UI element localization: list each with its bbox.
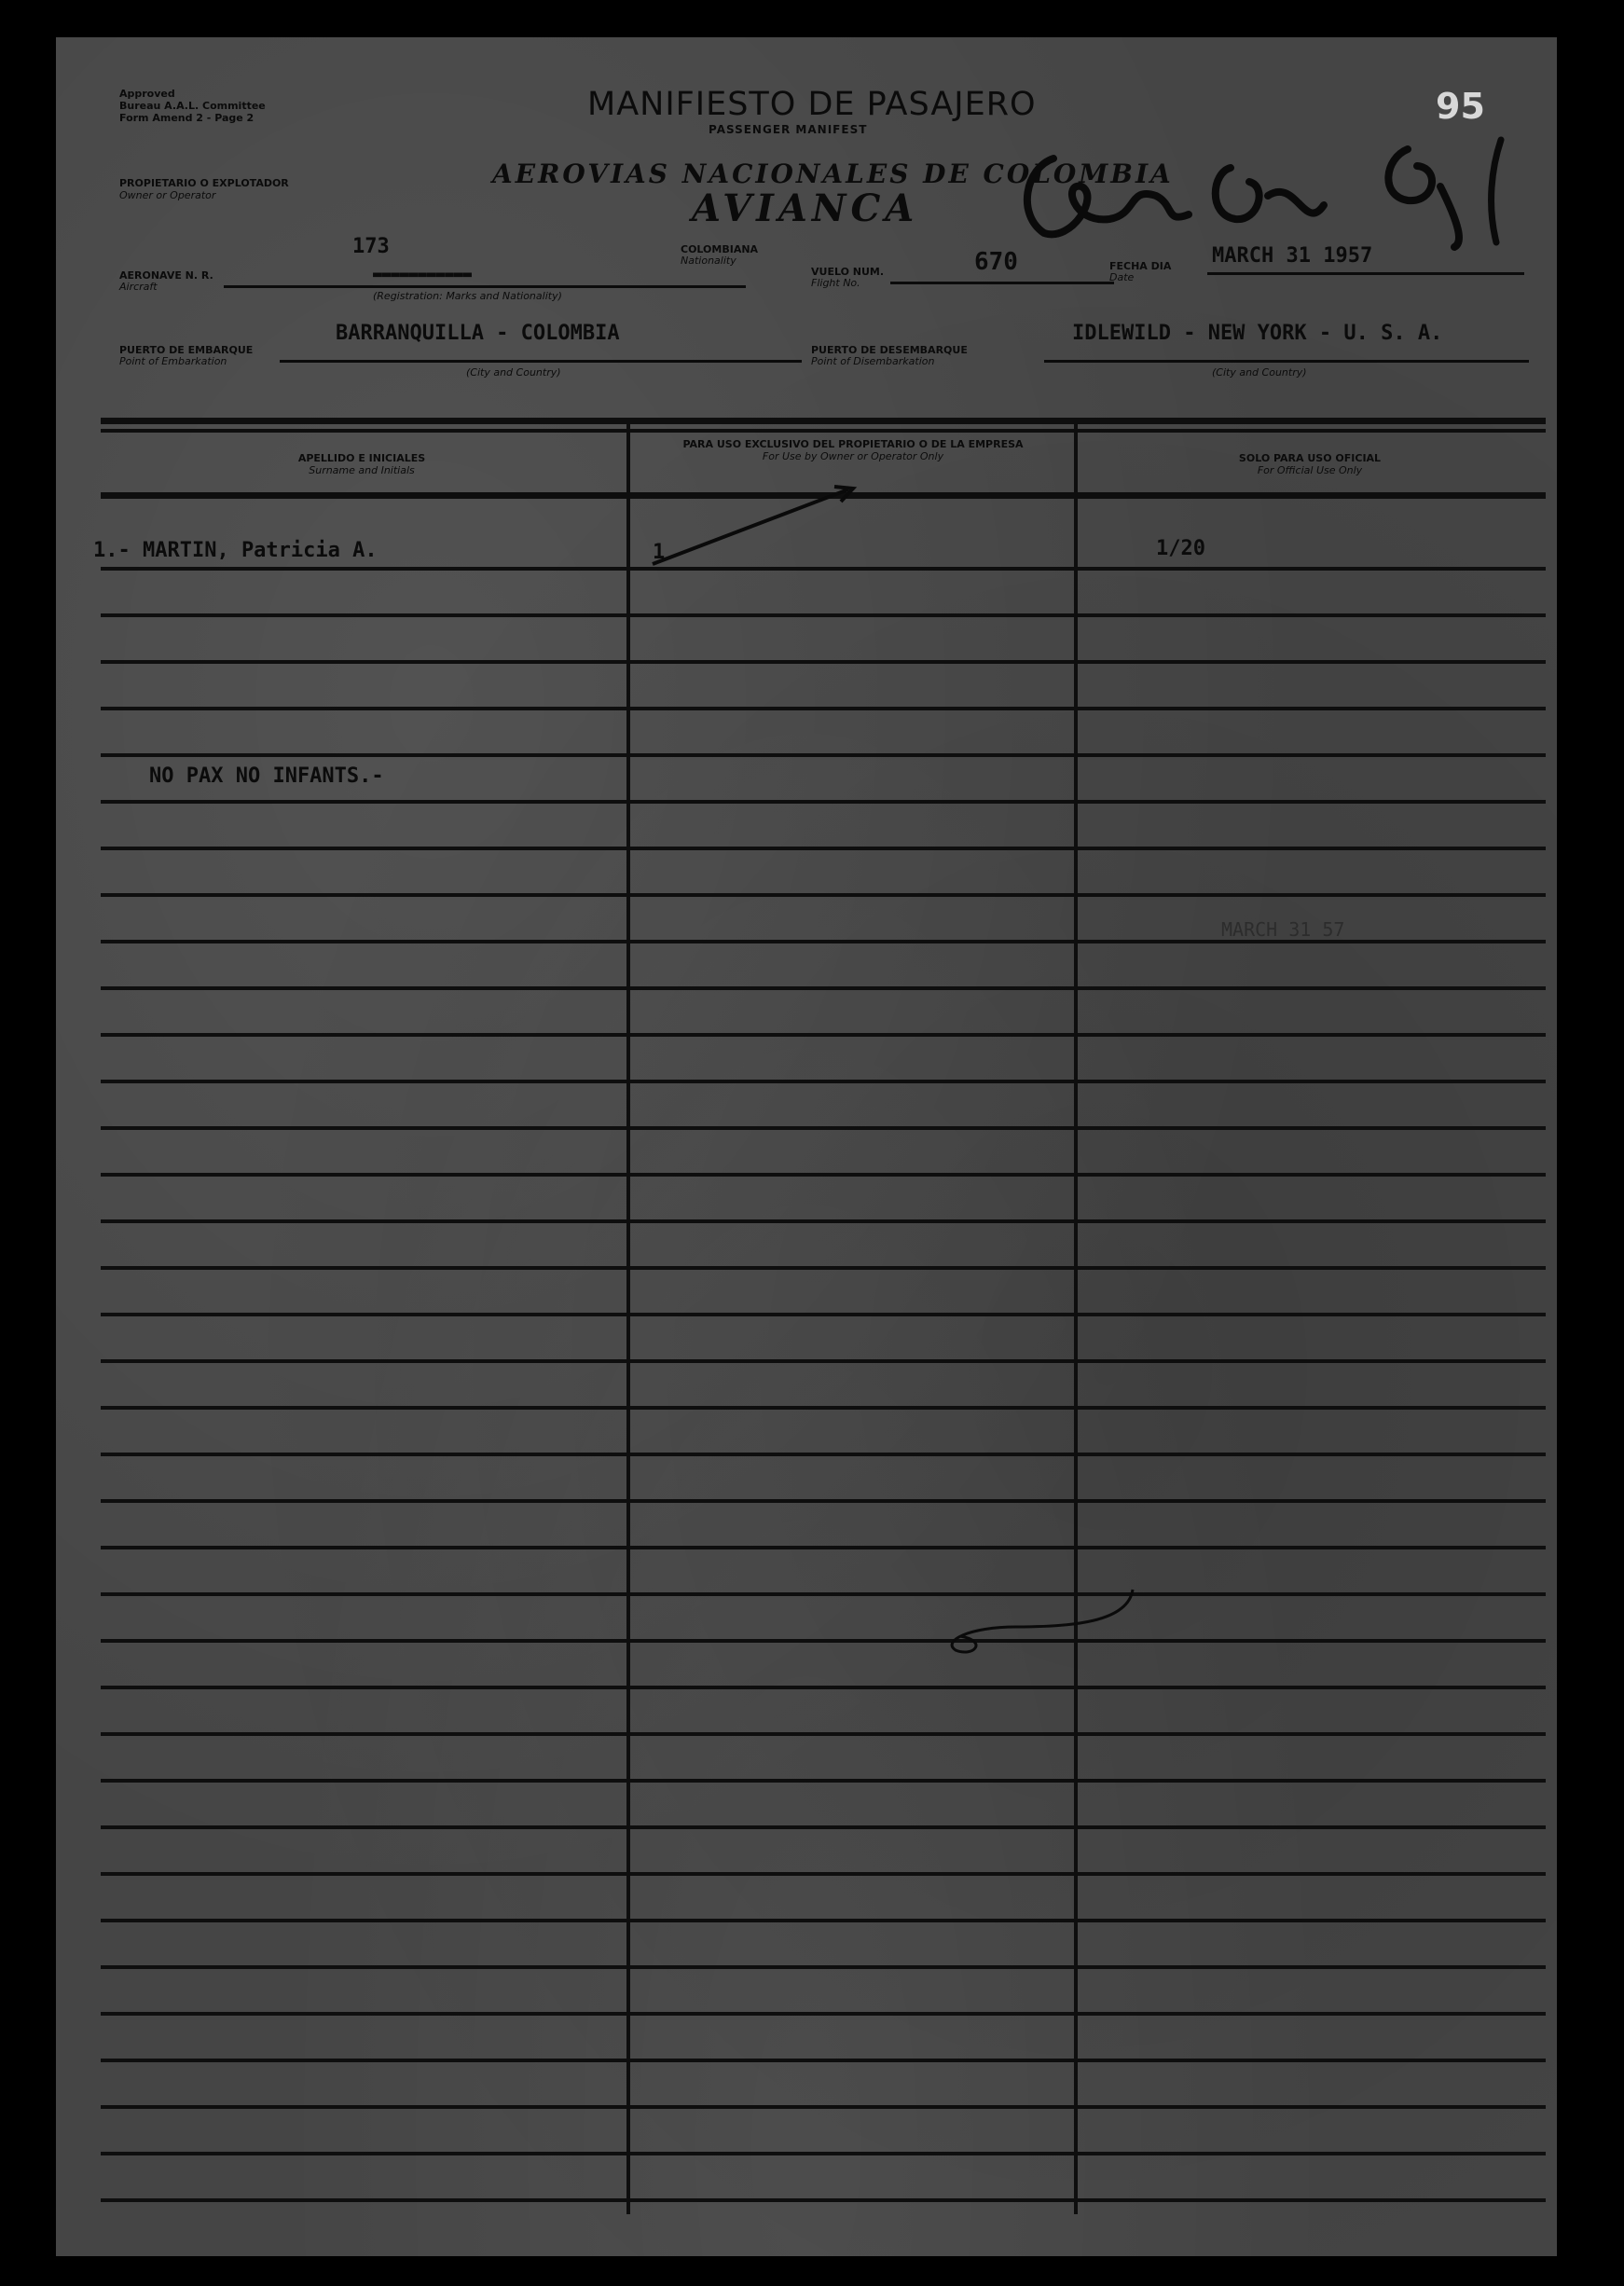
column-header-official-es: SOLO PARA USO OFICIAL (1238, 452, 1382, 464)
table-row-rule (101, 893, 1546, 897)
nationality-label: Nationality (681, 255, 736, 267)
disembark-underline (1044, 360, 1529, 363)
disembark-label (811, 345, 968, 367)
owner-use-mark: 1 (653, 541, 666, 564)
table-row-rule (101, 1266, 1546, 1270)
note-text: NO PAX NO INFANTS.- (149, 764, 384, 788)
flight-underline (890, 282, 1114, 284)
column-header-name-es: APELLIDO E INICIALES (297, 452, 426, 464)
table-row-rule (101, 1033, 1546, 1037)
table-row-rule (101, 707, 1546, 710)
embark-label-es: PUERTO DE EMBARQUE (119, 344, 254, 356)
embark-underline (280, 360, 802, 363)
table-row-rule (101, 1686, 1546, 1689)
table-row-rule (101, 2059, 1546, 2062)
table-row-rule (101, 986, 1546, 990)
approval-line: Bureau A.A.L. Committee (119, 100, 266, 112)
nationality-block (681, 244, 758, 267)
manifest-subtitle: PASSENGER MANIFEST (709, 123, 868, 136)
table-row-rule (101, 1825, 1546, 1829)
table-row-rule (101, 1779, 1546, 1783)
table-row-rule (101, 567, 1546, 571)
arrow-mark (643, 475, 867, 578)
hook-scribble (932, 1585, 1147, 1659)
table-row-rule (101, 1499, 1546, 1503)
column-header-owner-es: PARA USO EXCLUSIVO DEL PROPIETARIO O DE LA EMPRESA (682, 438, 1024, 450)
flight-label-es: VUELO NUM. (811, 266, 885, 278)
table-row-rule (101, 1592, 1546, 1596)
table-row-rule (101, 1919, 1546, 1922)
table-row-rule (101, 2012, 1546, 2016)
embark-value: BARRANQUILLA - COLOMBIA (336, 322, 620, 345)
disembark-value: IDLEWILD - NEW YORK - U. S. A. (1072, 322, 1443, 345)
table-row-rule (101, 1406, 1546, 1410)
manifest-title: MANIFIESTO DE PASAJERO (587, 86, 1037, 123)
table-row-rule (101, 847, 1546, 850)
proprietor-label-en: Owner or Operator (119, 189, 216, 201)
embark-label (119, 345, 253, 367)
approval-line: Form Amend 2 - Page 2 (119, 112, 255, 124)
table-row-rule (101, 613, 1546, 617)
registration-typed: ▬▬▬▬▬▬▬▬▬▬▬ (373, 265, 472, 282)
faint-date-stamp: MARCH 31 57 (1221, 918, 1345, 941)
table-row-rule (101, 1453, 1546, 1456)
column-header-name (101, 452, 623, 476)
date-underline (1207, 272, 1524, 275)
table-row-rule (101, 1965, 1546, 1969)
official-use-value: 1/20 (1156, 537, 1205, 560)
approval-note (119, 88, 266, 124)
table-row-rule (101, 1219, 1546, 1223)
column-header-official (1081, 452, 1538, 476)
approval-line: Approved (119, 88, 175, 100)
airline-name: AEROVIAS NACIONALES DE COLOMBIA (492, 158, 1174, 189)
registration-caption: (Registration: Marks and Nationality) (373, 290, 562, 302)
aircraft-label (119, 270, 213, 293)
table-row-rule (101, 1359, 1546, 1363)
table-row-rule (101, 660, 1546, 664)
table-row-rule (101, 1313, 1546, 1316)
passenger-name: 1.- MARTIN, Patricia A. (93, 539, 378, 562)
table-row-rule (101, 800, 1546, 804)
table-top-rule (101, 418, 1546, 424)
table-row-rule (101, 1126, 1546, 1130)
flight-number: 670 (974, 248, 1018, 276)
table-row-rule (101, 1872, 1546, 1876)
flight-date: MARCH 31 1957 (1212, 244, 1373, 268)
column-header-name-en: Surname and Initials (309, 464, 415, 476)
flight-label-en: Flight No. (811, 277, 860, 289)
table-row-rule (101, 2152, 1546, 2155)
column-header-owner-en: For Use by Owner or Operator Only (762, 450, 944, 462)
date-label-es: FECHA DIA (1109, 260, 1172, 272)
table-row-rule (101, 1732, 1546, 1736)
column-header-official-en: For Official Use Only (1257, 464, 1363, 476)
table-row-rule (101, 1173, 1546, 1177)
column-divider-2 (1074, 424, 1078, 2214)
date-label-en: Date (1109, 271, 1135, 283)
disembark-caption: (City and Country) (1212, 366, 1307, 379)
aircraft-label-en: Aircraft (119, 281, 158, 293)
table-row-rule (101, 2198, 1546, 2202)
aircraft-number: 173 (352, 235, 390, 258)
proprietor-label-es: PROPIETARIO O EXPLOTADOR (119, 177, 289, 189)
table-row-rule (101, 1639, 1546, 1643)
column-header-owner (634, 438, 1072, 462)
embark-caption: (City and Country) (466, 366, 561, 379)
column-divider-1 (626, 424, 630, 2214)
aircraft-label-es: AERONAVE N. R. (119, 269, 213, 282)
nationality-value: COLOMBIANA (681, 243, 759, 255)
aircraft-underline (224, 285, 746, 288)
embark-label-en: Point of Embarkation (119, 355, 227, 367)
table-row-rule (101, 1080, 1546, 1083)
disembark-label-en: Point of Disembarkation (811, 355, 935, 367)
airline-brand: AVIANCA (692, 186, 919, 230)
disembark-label-es: PUERTO DE DESEMBARQUE (811, 344, 968, 356)
table-row-rule (101, 753, 1546, 757)
table-top-rule-2 (101, 429, 1546, 433)
proprietor-label (119, 177, 289, 201)
table-row-rule (101, 2105, 1546, 2109)
date-label (1109, 261, 1171, 283)
page-number: 95 (1436, 86, 1485, 127)
flight-label (811, 267, 884, 289)
table-row-rule (101, 1546, 1546, 1549)
signature-scribble (1016, 131, 1538, 252)
manifest-sheet (56, 37, 1557, 2256)
